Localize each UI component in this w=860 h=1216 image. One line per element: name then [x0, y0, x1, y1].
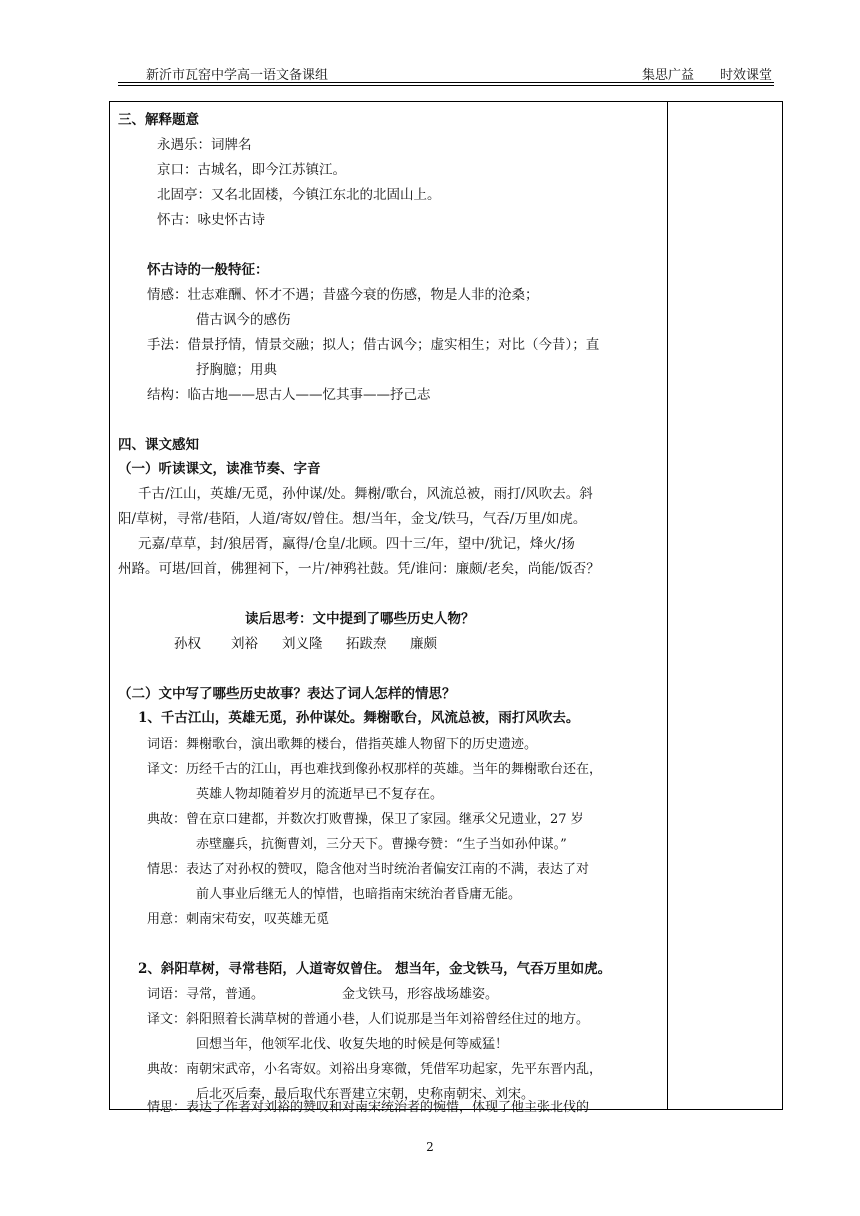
q1-translation-2: 英雄人物却随着岁月的流逝早已不复存在。 [196, 787, 444, 802]
column-divider [667, 102, 668, 1109]
header-motto-1: 集思广益 [641, 68, 694, 83]
header-motto-2: 时效课堂 [719, 68, 772, 83]
feature-structure: 结构：临古地——思古人——忆其事——抒己志 [147, 387, 431, 403]
def-yongyule: 永遇乐：词牌名 [157, 137, 252, 153]
subsection-1-title: （一）听读课文，读准节奏、字音 [118, 461, 321, 477]
person-liuyu: 刘裕 [231, 636, 258, 652]
quote-1: 1、千古江山，英雄无觅，孙仲谋处。舞榭歌台，风流总被，雨打风吹去。 [138, 710, 580, 726]
q2-sentiment-1: 情思：表达了作者对刘裕的赞叹和对南宋统治者的惋惜，体现了他主张北伐的 [147, 1100, 590, 1115]
subsection-2-title: （二）文中写了哪些历史故事？表达了词人怎样的情思？ [118, 686, 456, 702]
text-line-1: 千古/江山，英雄/无觅，孙仲谋/处。舞榭/歌台，风流总被，雨打/风吹去。斜 [138, 486, 593, 502]
q1-words: 词语：舞榭歌台，演出歌舞的楼台，借指英雄人物留下的历史遗迹。 [147, 737, 538, 752]
person-liuyilong: 刘义隆 [282, 636, 323, 652]
q1-intent: 用意：刺南宋苟安，叹英雄无觅 [147, 912, 330, 927]
think-question: 读后思考：文中提到了哪些历史人物？ [245, 611, 475, 627]
text-line-4: 州路。可堪/回首，佛狸祠下，一片/神鸦社鼓。凭/谁问：廉颇/老矣，尚能/饭否？ [118, 561, 600, 577]
q1-translation-1: 译文：历经千古的江山，再也难找到像孙权那样的英雄。当年的舞榭歌台还在， [147, 762, 603, 777]
header-school: 新沂市瓦窑中学高一语文备课组 [146, 68, 329, 83]
feature-emotion-cont: 借古讽今的感伤 [196, 312, 291, 328]
q2-words-b: 金戈铁马，形容战场雄姿。 [342, 987, 499, 1002]
q1-allusion-2: 赤壁鏖兵，抗衡曹刘，三分天下。曹操夸赞：“生子当如孙仲谋。” [196, 837, 567, 852]
feature-emotion: 情感：壮志难酬、怀才不遇；昔盛今衰的伤感，物是人非的沧桑； [147, 287, 539, 303]
text-line-2: 阳/草树，寻常/巷陌，人道/寄奴/曾住。想/当年，金戈/铁马，气吞/万里/如虎。 [118, 511, 587, 527]
header-rule [118, 82, 774, 83]
header-motto [642, 64, 772, 83]
person-lianpo: 廉颇 [410, 636, 437, 652]
def-beiguting: 北固亭：又名北固楼，今镇江东北的北固山上。 [157, 187, 441, 203]
section-3-title: 三、解释题意 [118, 112, 199, 128]
q1-sentiment-1: 情思：表达了对孙权的赞叹，隐含他对当时统治者偏安江南的不满，表达了对 [147, 862, 590, 877]
text-line-3: 元嘉/草草，封/狼居胥，赢得/仓皇/北顾。四十三/年，望中/犹记，烽火/扬 [138, 536, 575, 552]
section-4-title: 四、课文感知 [118, 437, 199, 453]
q1-sentiment-2: 前人事业后继无人的悼惜，也暗指南宋统治者昏庸无能。 [196, 887, 522, 902]
feature-technique-cont: 抒胸臆；用典 [196, 362, 277, 378]
feature-technique: 手法：借景抒情，情景交融；拟人；借古讽今；虚实相生；对比（今昔）；直 [147, 337, 600, 353]
def-jingkou: 京口：古城名，即今江苏镇江。 [157, 162, 346, 178]
quote-2: 2、斜阳草树，寻常巷陌，人道寄奴曾住。 想当年，金戈铁马，气吞万里如虎。 [138, 961, 612, 977]
person-tuobatao: 拓跋焘 [346, 636, 387, 652]
q2-allusion-2: 后北灭后秦，最后取代东晋建立宋朝，史称南朝宋、刘宋。 [196, 1087, 535, 1102]
header-rule-2 [118, 85, 774, 86]
q2-words-a: 词语：寻常，普通。 [147, 987, 265, 1002]
q1-allusion-1: 典故：曾在京口建都，并数次打败曹操，保卫了家园。继承父兄遗业，27 岁 [147, 812, 584, 827]
page-number: 2 [426, 1140, 434, 1154]
q2-allusion-1: 典故：南朝宋武帝，小名寄奴。刘裕出身寒微，凭借军功起家，先平东晋内乱， [147, 1062, 603, 1077]
lesson-table [109, 101, 783, 1115]
person-sunquan: 孙权 [174, 636, 201, 652]
def-huaigu: 怀古：咏史怀古诗 [157, 212, 265, 228]
q2-translation-2: 回想当年，他领军北伐、收复失地的时候是何等威猛！ [196, 1037, 509, 1052]
q2-translation-1: 译文：斜阳照着长满草树的普通小巷，人们说那是当年刘裕曾经住过的地方。 [147, 1012, 590, 1027]
features-title: 怀古诗的一般特征： [147, 262, 269, 278]
